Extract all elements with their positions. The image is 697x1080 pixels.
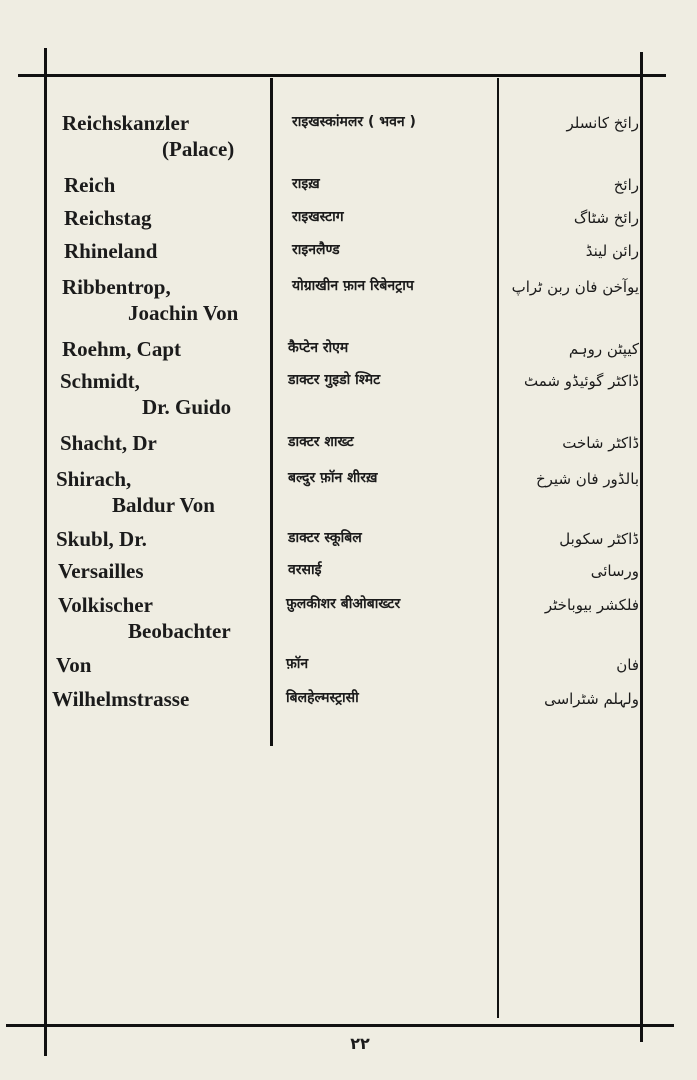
hindi-term: फ़ॉन: [286, 656, 309, 672]
english-term: Roehm, Capt: [62, 337, 181, 361]
urdu-term: یوآخن فان ربن ٹراپ: [511, 278, 639, 296]
hindi-term: डाक्टर गुइडो श्मिट: [288, 372, 381, 388]
urdu-term: بالڈور فان شیرخ: [535, 470, 639, 488]
english-term: Reichstag: [64, 206, 152, 230]
urdu-term: رائن لینڈ: [585, 242, 639, 260]
hindi-term: वरसाई: [288, 562, 322, 578]
urdu-term: رائخ شٹاگ: [573, 209, 639, 227]
hindi-term: राइख़: [292, 176, 320, 192]
english-term: Skubl, Dr.: [56, 527, 147, 551]
hindi-term: बिलहेल्मस्ट्रासी: [286, 690, 359, 706]
right-rule: [640, 52, 643, 1042]
english-term: Ribbentrop, Joachin Von: [62, 275, 239, 325]
column-divider-2: [497, 78, 499, 1018]
english-term: Volkischer Beobachter: [58, 593, 231, 643]
urdu-term: ڈاکٹر سکوبل: [559, 530, 639, 548]
urdu-term: فان: [616, 656, 639, 674]
hindi-term: राइखस्कांमलर ( भवन ): [292, 114, 416, 130]
english-term: Wilhelmstrasse: [52, 687, 190, 711]
english-term: Shirach, Baldur Von: [56, 467, 215, 517]
hindi-term: डाक्टर शाख्ट: [288, 434, 354, 450]
urdu-term: کیپٹن روہم: [568, 340, 639, 358]
english-term: Reich: [64, 173, 116, 197]
bottom-rule: [6, 1024, 674, 1027]
english-term: Shacht, Dr: [60, 431, 157, 455]
english-term: Schmidt, Dr. Guido: [60, 369, 232, 419]
english-term: Reichskanzler (Palace): [62, 111, 235, 161]
urdu-term: ولہلم شٹراسی: [544, 690, 639, 708]
hindi-term: कैप्टेन रोएम: [288, 340, 349, 356]
left-rule: [44, 48, 47, 1056]
urdu-term: رائخ: [613, 176, 639, 194]
hindi-term: योग्राखीन फ़ान रिबेनट्राप: [292, 278, 414, 294]
urdu-term: ڈاکٹر شاخت: [562, 434, 639, 452]
page-number: ۲۲: [350, 1034, 370, 1053]
hindi-term: डाक्टर स्कूबिल: [288, 530, 362, 546]
english-term: Von: [56, 653, 92, 677]
column-divider-1: [270, 78, 273, 746]
hindi-term: बल्दुर फ़ॉन शीरख़: [288, 470, 378, 486]
urdu-term: ورسائی: [590, 562, 639, 580]
english-term: Rhineland: [64, 239, 158, 263]
hindi-term: राइनलैण्ड: [292, 242, 340, 258]
urdu-term: رائخ کانسلر: [566, 114, 639, 132]
urdu-term: فلکشر بیوباخٹر: [544, 596, 639, 614]
top-rule: [18, 74, 666, 77]
english-term: Versailles: [58, 559, 144, 583]
hindi-term: फ़ुलकीशर बीओबाख्टर: [286, 596, 401, 612]
hindi-term: राइखस्टाग: [292, 209, 344, 225]
urdu-term: ڈاکٹر گوئیڈو شمٹ: [523, 372, 639, 390]
